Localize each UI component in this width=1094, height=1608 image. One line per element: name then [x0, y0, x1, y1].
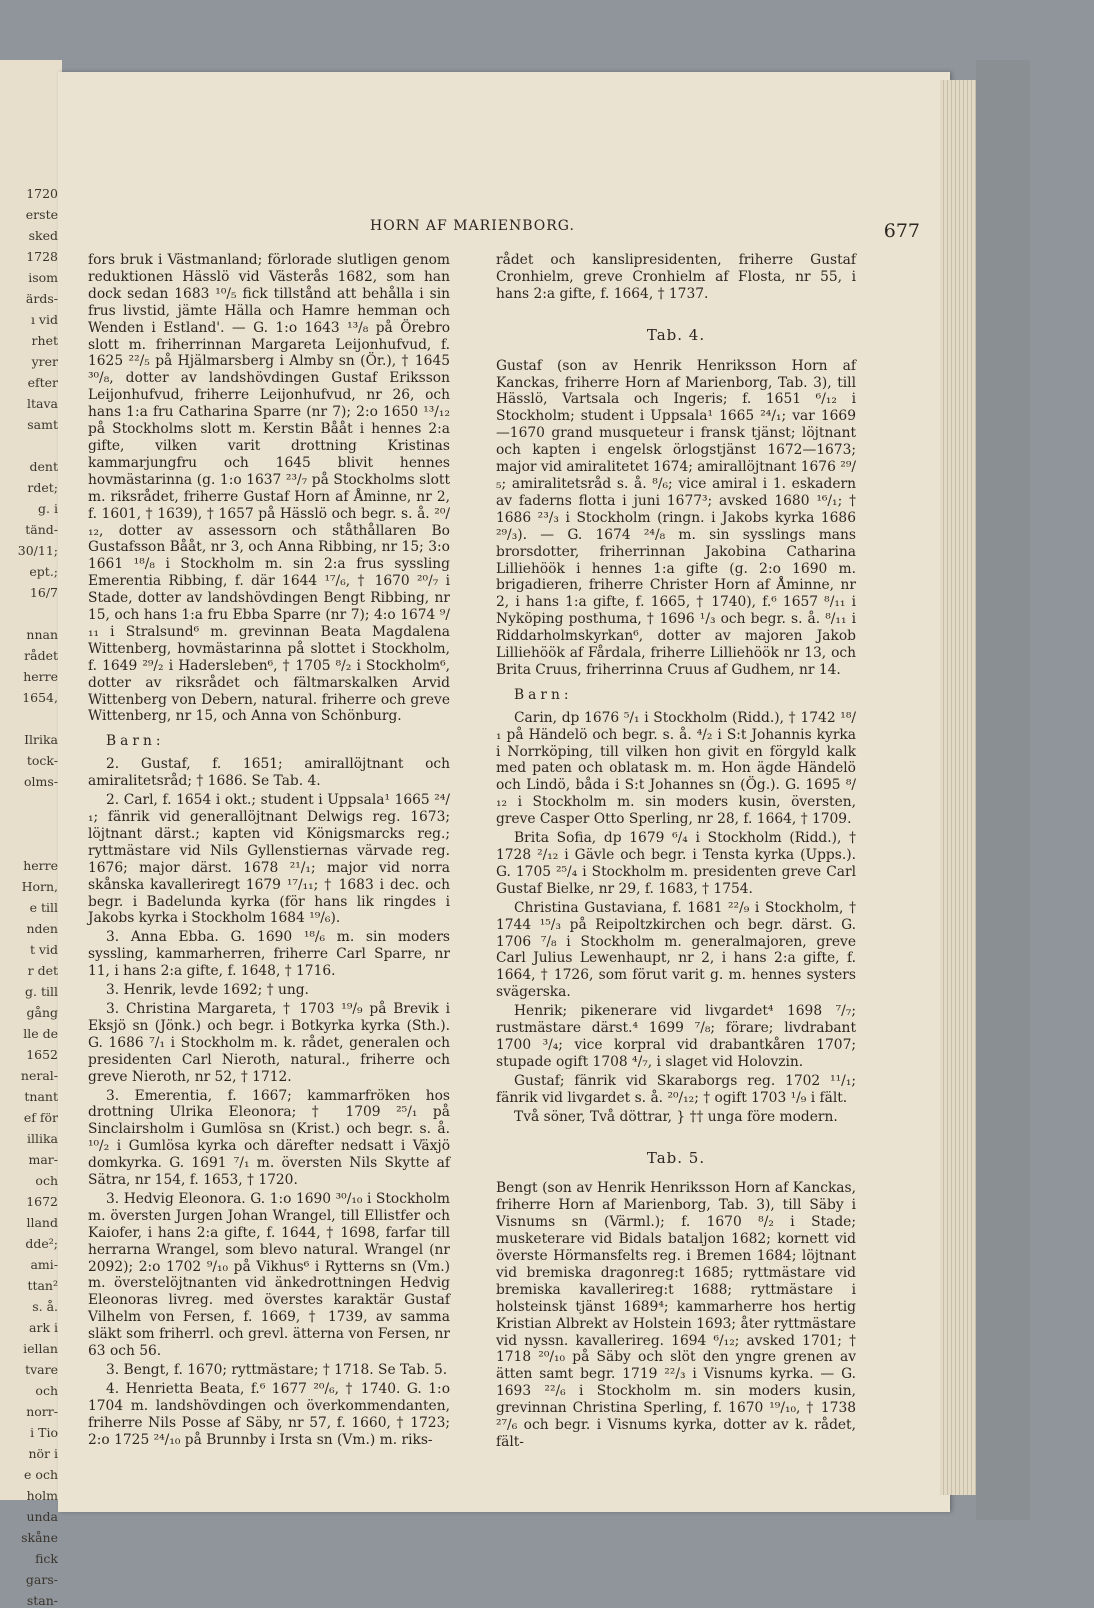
- margin-fragment: 1652: [26, 1047, 58, 1062]
- margin-fragment: gars-: [25, 1572, 58, 1587]
- margin-fragment: g. till: [25, 984, 58, 999]
- book-page: [58, 72, 950, 1512]
- paragraph: 3. Bengt, f. 1670; ryttmästare; † 1718. Se Tab. 5.: [106, 1362, 448, 1378]
- margin-fragment: fick: [35, 1551, 58, 1566]
- margin-fragment: neral-: [20, 1068, 58, 1083]
- margin-fragment: rådet: [24, 648, 58, 663]
- margin-fragment: ttan²: [27, 1278, 58, 1293]
- margin-fragment: g. i: [38, 501, 58, 516]
- margin-fragment: 1672: [26, 1194, 58, 1209]
- paragraph: 3. Emerentia, f. 1667; kammarfröken hos drottning Ulrika Eleonora; † 1709 ²⁵/₁ på Sinclairsholm i Gumlösa sn (Krist.) och begr. s. å. ¹⁰/₂ i Gumlösa kyrka och därefter nedsatt i Växjö domkyrka. G. 1691 ⁷/₁ m. översten Nils Skytte af Sätra, nr 154, f. 1653, † 1720.: [88, 1087, 450, 1189]
- margin-fragment: sked: [28, 228, 58, 243]
- margin-fragment: e till: [29, 900, 58, 915]
- margin-fragment: nnan: [26, 627, 58, 642]
- margin-fragment: herre: [23, 669, 58, 684]
- table-heading: Tab. 5.: [646, 1148, 706, 1167]
- paragraph: 2. Gustaf, f. 1651; amirallöjtnant och amiralitetsråd; † 1686. Se Tab. 4.: [88, 756, 450, 790]
- margin-fragment: Ilrika: [24, 732, 58, 747]
- margin-fragment: ltava: [27, 396, 58, 411]
- margin-fragment: herre: [23, 858, 58, 873]
- running-header: HORN AF MARIENBORG.: [370, 218, 575, 234]
- margin-fragment: dent: [29, 459, 58, 474]
- book-spine: [976, 60, 1030, 1520]
- margin-fragment: e och: [24, 1467, 58, 1482]
- margin-fragment: erste: [25, 207, 58, 222]
- margin-fragment: 1654,: [22, 690, 58, 705]
- paragraph: Christina Gustaviana, f. 1681 ²²/₉ i Stockholm, † 1744 ¹⁵/₃ på Reipoltzkirchen och begr. därst. G. 1706 ⁷/₈ i Stockholm m. generalmajoren, greve Carl Julius Lewenhaupt, nr 2, i hans 2:a gifte, f. 1664, † 1726, som förut varit g. m. hennes systers svägerska.: [496, 899, 856, 1001]
- right-column: [496, 252, 856, 1451]
- margin-fragment: ept.;: [29, 564, 58, 579]
- margin-fragment: olms-: [23, 774, 58, 789]
- margin-fragment: samt: [27, 417, 58, 432]
- margin-fragment: rhet: [31, 333, 58, 348]
- margin-fragment: r det: [27, 963, 58, 978]
- margin-fragment: norr-: [26, 1404, 58, 1419]
- margin-fragment: dde²;: [25, 1236, 58, 1251]
- margin-fragment: unda: [26, 1509, 58, 1524]
- page-edges: [940, 80, 976, 1495]
- paragraph: 3. Henrik, levde 1692; † ung.: [106, 982, 309, 999]
- paragraph: Brita Sofia, dp 1679 ⁶/₄ i Stockholm (Ridd.), † 1728 ²/₁₂ i Gävle och begr. i Tensta kyrka (Upps.). G. 1705 ²⁵/₄ i Stockholm m. presidenten greve Carl Gustaf Bielke, nr 29, f. 1683, † 1754.: [496, 830, 856, 897]
- page-number: 677: [883, 220, 920, 242]
- margin-fragment: 1728: [26, 249, 58, 264]
- previous-page-margin: [0, 60, 62, 1608]
- margin-fragment: gång: [26, 1005, 58, 1020]
- paragraph: Gustaf; fänrik vid Skaraborgs reg. 1702 ¹¹/₁; fänrik vid livgardet s. å. ²⁰/₁₂; † ogift 1703 ¹/₉ i fält.: [496, 1072, 856, 1106]
- margin-fragment: i Tio: [30, 1425, 58, 1440]
- margin-fragment: tock-: [26, 753, 58, 768]
- margin-fragment: tänd-: [25, 522, 58, 537]
- paragraph: 3. Anna Ebba. G. 1690 ¹⁸/₆ m. sin moders syssling, kammarherren, friherre Carl Sparre, nr 11, i hans 2:a gifte, f. 1648, † 1716.: [88, 929, 450, 980]
- margin-fragment: mar-: [28, 1152, 58, 1167]
- margin-fragment: t vid: [29, 942, 58, 957]
- margin-fragment: stan-: [26, 1593, 58, 1608]
- margin-fragment: skåne: [21, 1530, 58, 1545]
- margin-fragment: rdet;: [27, 480, 58, 495]
- margin-fragment: lle de: [23, 1026, 58, 1041]
- paragraph: 3. Christina Margareta, † 1703 ¹⁹/₉ på Brevik i Eksjö sn (Jönk.) och begr. i Botkyrka kyrka (Sth.). G. 1686 ⁷/₁ i Stockholm m. k. rådet, generalen och presidenten Carl Nieroth, natural., friherre och greve Nieroth, nr 52, † 1712.: [88, 1000, 450, 1085]
- margin-fragment: ark i: [29, 1320, 58, 1335]
- section-heading: Barn:: [106, 733, 165, 750]
- paragraph: 3. Hedvig Eleonora. G. 1:o 1690 ³⁰/₁₀ i Stockholm m. översten Jurgen Johan Wrangel, till Ellistfer och Kaiofer, i hans 2:a gifte, f. 1644, † 1698, farfar till herrarna Wrangel, som blevo natural. Wrangel (nr 2092); 2:o 1702 ⁹/₁₀ på Vikhus⁶ i Rytterns sn (Vm.) m. överstelöjtnanten vid änkedrottningen Hedvig Eleonoras livreg. med överstes karaktär Gustaf Vilhelm von Fersen, f. 1669, † 1739, av samma släkt som friherrl. och grevl. ätterna von Fersen, nr 63 och 56.: [88, 1190, 450, 1360]
- paragraph: rådet och kanslipresidenten, friherre Gustaf Cronhielm, greve Cronhielm af Flosta, nr 55, i hans 2:a gifte, f. 1664, † 1737.: [496, 252, 856, 302]
- paragraph: Bengt (son av Henrik Henriksson Horn af Kanckas, friherre Horn af Marienborg, Tab. 3), till Säby i Visnums sn (Värml.); f. 1670 ⁸/₂ i Stade; musketerare vid Bidals bataljon 1682; kornett vid överste Hörmansfelts reg. i Bremen 1684; löjtnant vid bremiska dragonreg:t 1685; ryttmästare vid bremiska kavallerireg:t 1688; ryttmästare i holsteinsk tjänst 1689⁴; kammarherre hos hertig Kristian Albrekt av Holstein 1693; åter ryttmästare vid nyssn. kavallerireg. 1694 ⁶/₁₂; avsked 1701; † 1718 ²⁰/₁₀ på Säby och slöt den yngre grenen av ätten samt begr. 1719 ²²/₃ i Visnums kyrka. — G. 1693 ²²/₆ i Stockholm m. sin moders kusin, grevinnan Christina Sperling, f. 1670 ¹⁹/₁₀, † 1738 ²⁷/₆ och begr. i Visnums kyrka, dotter av k. rådet, fält-: [496, 1180, 856, 1450]
- margin-fragment: ärds-: [25, 291, 58, 306]
- margin-fragment: lland: [26, 1215, 58, 1230]
- margin-fragment: nör i: [28, 1446, 58, 1461]
- margin-fragment: s. å.: [32, 1299, 58, 1314]
- margin-fragment: Horn,: [21, 879, 58, 894]
- paragraph: 2. Carl, f. 1654 i okt.; student i Uppsala¹ 1665 ²⁴/₁; fänrik vid generallöjtnant Delwigs reg. 1673; löjtnant därst.; kapten vid Königsmarcks reg.; ryttmästare vid Nils Gyllenstiernas värvade reg. 1676; major därst. 1678 ²¹/₁; major vid norra skånska kavalleriregt 1679 ¹⁷/₁₁; † 1683 i dec. och begr. i Badelunda kyrka (för hans lik ringdes i Jakobs kyrka i Stockholm 1684 ¹⁹/₆).: [88, 792, 450, 927]
- table-heading: Tab. 4.: [646, 325, 706, 344]
- margin-fragment: ı vid: [30, 312, 58, 327]
- paragraph: Henrik; pikenerare vid livgardet⁴ 1698 ⁷/₇; rustmästare därst.⁴ 1699 ⁷/₈; förare; livdrabant 1700 ³/₄; vice korpral vid drabantkåren 1707; stupade ogift 1708 ⁴/₇, i slaget vid Holovzin.: [496, 1003, 856, 1070]
- margin-fragment: 1720: [26, 186, 58, 201]
- margin-fragment: illika: [26, 1131, 58, 1146]
- margin-fragment: och: [35, 1383, 58, 1398]
- margin-fragment: holm: [26, 1488, 58, 1503]
- paragraph: Gustaf (son av Henrik Henriksson Horn af Kanckas, friherre Horn af Marienborg, Tab. 3), till Hässlö, Vartsala och Ingeris; f. 1651 ⁶/₁₂ i Stockholm; student i Uppsala¹ 1665 ²⁴/₁; var 1669—1670 grand musqueteur i fransk tjänst; löjtnant och kapten i engelsk örlogstjänst 1672—1673; major vid amiralitetet 1674; amirallöjtnant 1676 ²⁹/₅; amiralitetsråd s. å. ⁸/₆; vice amiral i 1. eskadern av faderns flotta i juni 1677³; avsked 1680 ¹⁶/₁; † 1686 ²³/₃ i Stockholm (ringn. i Jakobs kyrka 1686 ²⁹/₃). — G. 1674 ²⁴/₈ m. sin sysslings mans brorsdotter, friherrinnan Jakobina Catharina Lilliehöök i hennes 1:a gifte (g. 2:o 1690 m. brigadieren, friherre Christer Horn af Åminne, nr 2, i hans 1:a gifte, f. 1665, † 1740), f.⁶ 1657 ⁸/₁₁ i Nyköping posthuma, † 1696 ¹/₃ och begr. s. å. ⁸/₁₁ i Riddarholmskyrkan⁶, dotter av majoren Jakob Lilliehöök af Fårdala, friherre Lilliehöök nr 13, och Brita Cruus, friherrinna Cruus af Gudhem, nr 14.: [496, 357, 856, 678]
- margin-fragment: ami-: [30, 1257, 58, 1272]
- margin-fragment: isom: [28, 270, 58, 285]
- margin-fragment: yrer: [31, 354, 58, 369]
- margin-fragment: och: [35, 1173, 58, 1188]
- margin-fragment: 16/7: [29, 585, 58, 600]
- paragraph: fors bruk i Västmanland; förlorade slutligen genom reduktionen Hässlö vid Västerås 1682, som han dock sedan 1683 ¹⁰/₅ fick tillstånd att behålla i sin frus livstid, jämte Hälla och Hamre hemman och Wenden i Estland'. — G. 1:o 1643 ¹³/₈ på Örebro slott m. friherrinnan Margareta Leijonhufvud, f. 1625 ²²/₅ på Hjälmarsberg i Almby sn (Ör.), † 1645 ³⁰/₈, dotter av landshövdingen Gustaf Eriksson Leijonhufvud, friherre Leijonhufvud, nr 26, och hans 1:a fru Catharina Sparre (nr 7); 2:o 1650 ¹³/₁₂ på Stockholms slott m. Kerstin Bååt i hennes 2:a gifte, vilken varit drottning Kristinas kammarjungfru och 1645 blivit hennes hovmästarinna (g. 1:o 1637 ²³/₇ på Stockholms slott m. riksrådet, friherre Gustaf Horn af Åminne, nr 2, f. 1601, † 1639), † 1657 på Hässlö och begr. s. å. ²⁰/₁₂, dotter av assessorn och ståthållaren Bo Gustafsson Bååt, nr 3, och Anna Ribbing, nr 15; 3:o 1661 ¹⁸/₈ i Stockholm m. sin 2:a frus syssling Emerentia Ribbing, f. där 1644 ¹⁷/₆, † 1670 ²⁰/₇ i Stade, dotter av landshövdingen Bengt Ribbing, nr 15, och hans 1:a fru Ebba Sparre (nr 7); 4:o 1674 ⁹/₁₁ i Stralsund⁶ m. grevinnan Beata Magdalena Wittenberg, hovmästarinna på slottet i Stockholm, f. 1649 ²⁹/₂ i Hadersleben⁶, † 1705 ⁸/₂ i Stockholm⁶, dotter av riksrådet och fältmarskalken Arvid Wittenberg von Debern, natural. friherre och greve Wittenberg, nr 15, och Anna von Schönburg.: [88, 252, 450, 725]
- margin-fragment: ef för: [23, 1110, 58, 1125]
- paragraph: Carin, dp 1676 ⁵/₁ i Stockholm (Ridd.), † 1742 ¹⁸/₁ på Händelö och begr. s. å. ⁴/₂ i S:t Johannis kyrka i Norrköping, till vilken hon givit en förgyld kalk med paten och oblatask m. m. Hon ägde Händelö och Lindö, båda i S:t Johannes sn (Ög.). G. 1695 ⁸/₁₂ i Stockholm m. sin moders kusin, översten, greve Casper Otto Sperling, nr 28, f. 1664, † 1709.: [496, 709, 856, 828]
- margin-fragment: tvare: [25, 1362, 58, 1377]
- margin-fragment: nden: [26, 921, 58, 936]
- margin-fragment: 30/11;: [17, 543, 58, 558]
- paragraph: 4. Henrietta Beata, f.⁶ 1677 ²⁰/₆, † 1740. G. 1:o 1704 m. landshövdingen och överkommendanten, friherre Nils Posse af Säby, nr 57, f. 1660, † 1723; 2:o 1725 ²⁴/₁₀ på Brunnby i Irsta sn (Vm.) m. riks-: [88, 1380, 450, 1448]
- left-column: [88, 252, 450, 1449]
- paragraph: Två söner, Två döttrar, } †† unga före modern.: [514, 1108, 838, 1125]
- margin-fragment: iellan: [23, 1341, 58, 1356]
- margin-fragment: efter: [27, 375, 58, 390]
- section-heading: Barn:: [514, 686, 573, 703]
- margin-fragment: tnant: [24, 1089, 58, 1104]
